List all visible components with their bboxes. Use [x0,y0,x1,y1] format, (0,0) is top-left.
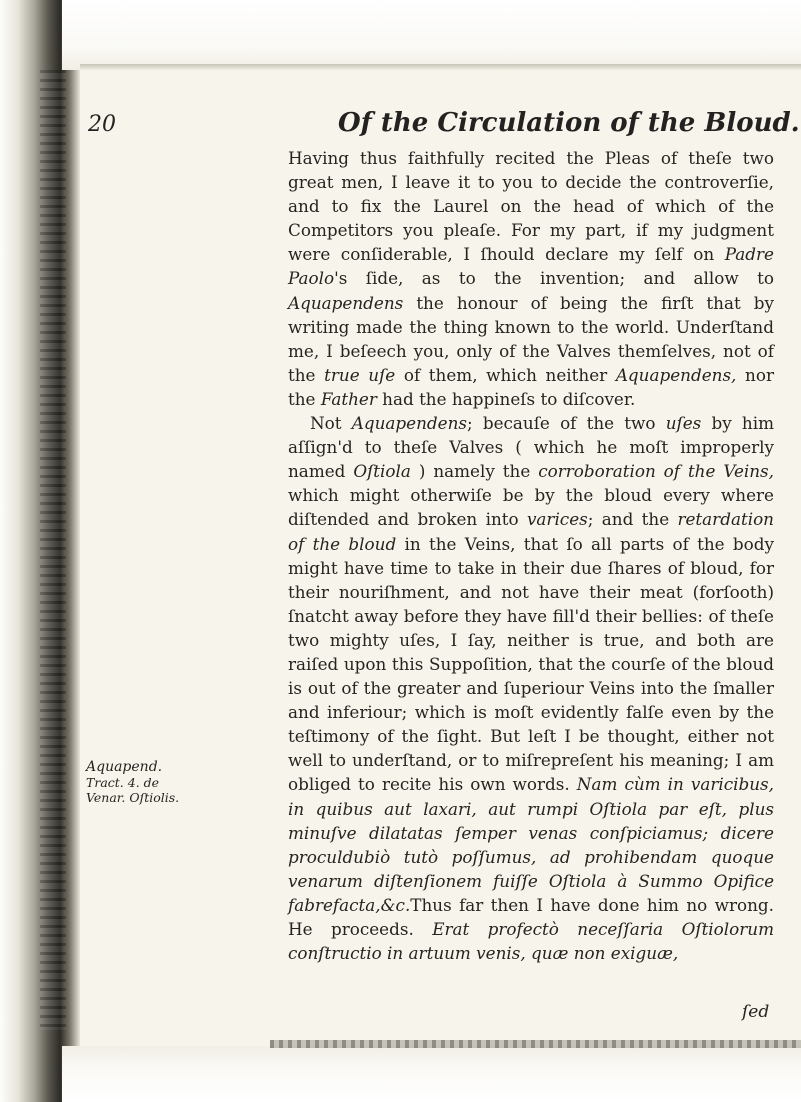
italic-run: varices [526,509,588,530]
page-number: 20 [88,112,116,137]
italic-run: Padre Paolo [288,244,774,289]
italic-run: uſes [665,413,702,434]
italic-run: Aquapendens [288,292,404,313]
text-run: which might otherwiſe be by the bloud every where diſtended and broken into [288,485,774,530]
book-spine-gutter [0,0,80,1102]
text-run: the honour of being the firſt that by writing made the thing known to the world. Underſtand me, I beſeech you, only of the Valves themſelves, not of the [288,292,774,385]
page-top-edge [80,64,801,70]
text-run: ; becauſe of the two [466,413,666,434]
marginal-note-author: Aquapend. [86,759,163,775]
latin-quotation: Erat profectò neceſſaria Oſtiolorum conſtructio in artuum venis, quæ non exiguæ, [288,919,774,964]
latin-quotation: Nam cùm in varicibus, in quibus aut laxari, aut rumpi Oſtiola par eſt, plus minuſve dilatatas ſemper venas conſpiciamus; dicere proculdubiò tutò poſſumus, ad prohibendam quoque venarum diſtenſionem fuiſſe Oſtiola à Summo Opifice fabrefacta,&c. [288,774,774,915]
paragraph-2 [288,411,774,965]
italic-run: Aquapendens [351,413,467,434]
text-run: nor the [288,364,774,409]
text-run: Not [310,413,352,434]
catchword: ſed [742,1002,770,1022]
text-run: ; and the [587,509,678,530]
text-run: Thus far then I have done him no wrong. He proceeds. [288,894,774,939]
text-run: 's ſide, as to the invention; and allow to [334,268,774,289]
italic-run: true uſe [324,364,396,385]
running-head: Of the Circulation of the Bloud. [338,108,800,138]
top-margin-area [62,0,801,70]
main-text-block [288,146,774,965]
page-bottom-edge [270,1040,801,1048]
bottom-margin-area [62,1046,801,1102]
paragraph-1 [288,146,774,411]
italic-run: Father [320,388,377,409]
text-run: Having thus faithfully recited the Pleas of theſe two great men, I leave it to you to decide the controverſie, and to fix the Laurel on the head of which of the Competitors you pleaſe. For my part, if my judgment were conſiderable, I ſhould declare my ſelf on [288,148,774,265]
italic-run: retardation of the bloud [288,509,774,554]
italic-run: Oſtiola [353,461,411,482]
italic-run: Aquapendens, [615,364,737,385]
marginal-note [86,760,190,805]
text-run: in the Veins, that ſo all parts of the body might have time to take in their due ſhares of bloud, for their nouriſhment, and not have their meat (forſooth) ſnatcht away before they have fill'd their bellies: of theſe two mighty uſes, I ſay, neither is true, and both are raiſed upon this Suppoſition, that the courſe of the bloud is out of the greater and ſuperiour Veins into the ſmaller and inferiour; which is moſt evidently falſe even by the teſtimony of the ſight. But leſt I be thought, either not well to underſtand, or to miſrepreſent his meaning; I am obliged to recite his own words. [288,533,774,795]
text-run: of them, which neither [395,364,616,385]
italic-run: corroboration of the Veins, [538,461,774,482]
text-run: had the happineſs to diſcover. [376,388,636,409]
marginal-note-reference: Tract. 4. de Venar. Oſtiolis. [86,775,180,805]
text-run: ) namely the [410,461,539,482]
text-run: by him aſſign'd to theſe Valves ( which he moſt improperly named [288,413,774,482]
